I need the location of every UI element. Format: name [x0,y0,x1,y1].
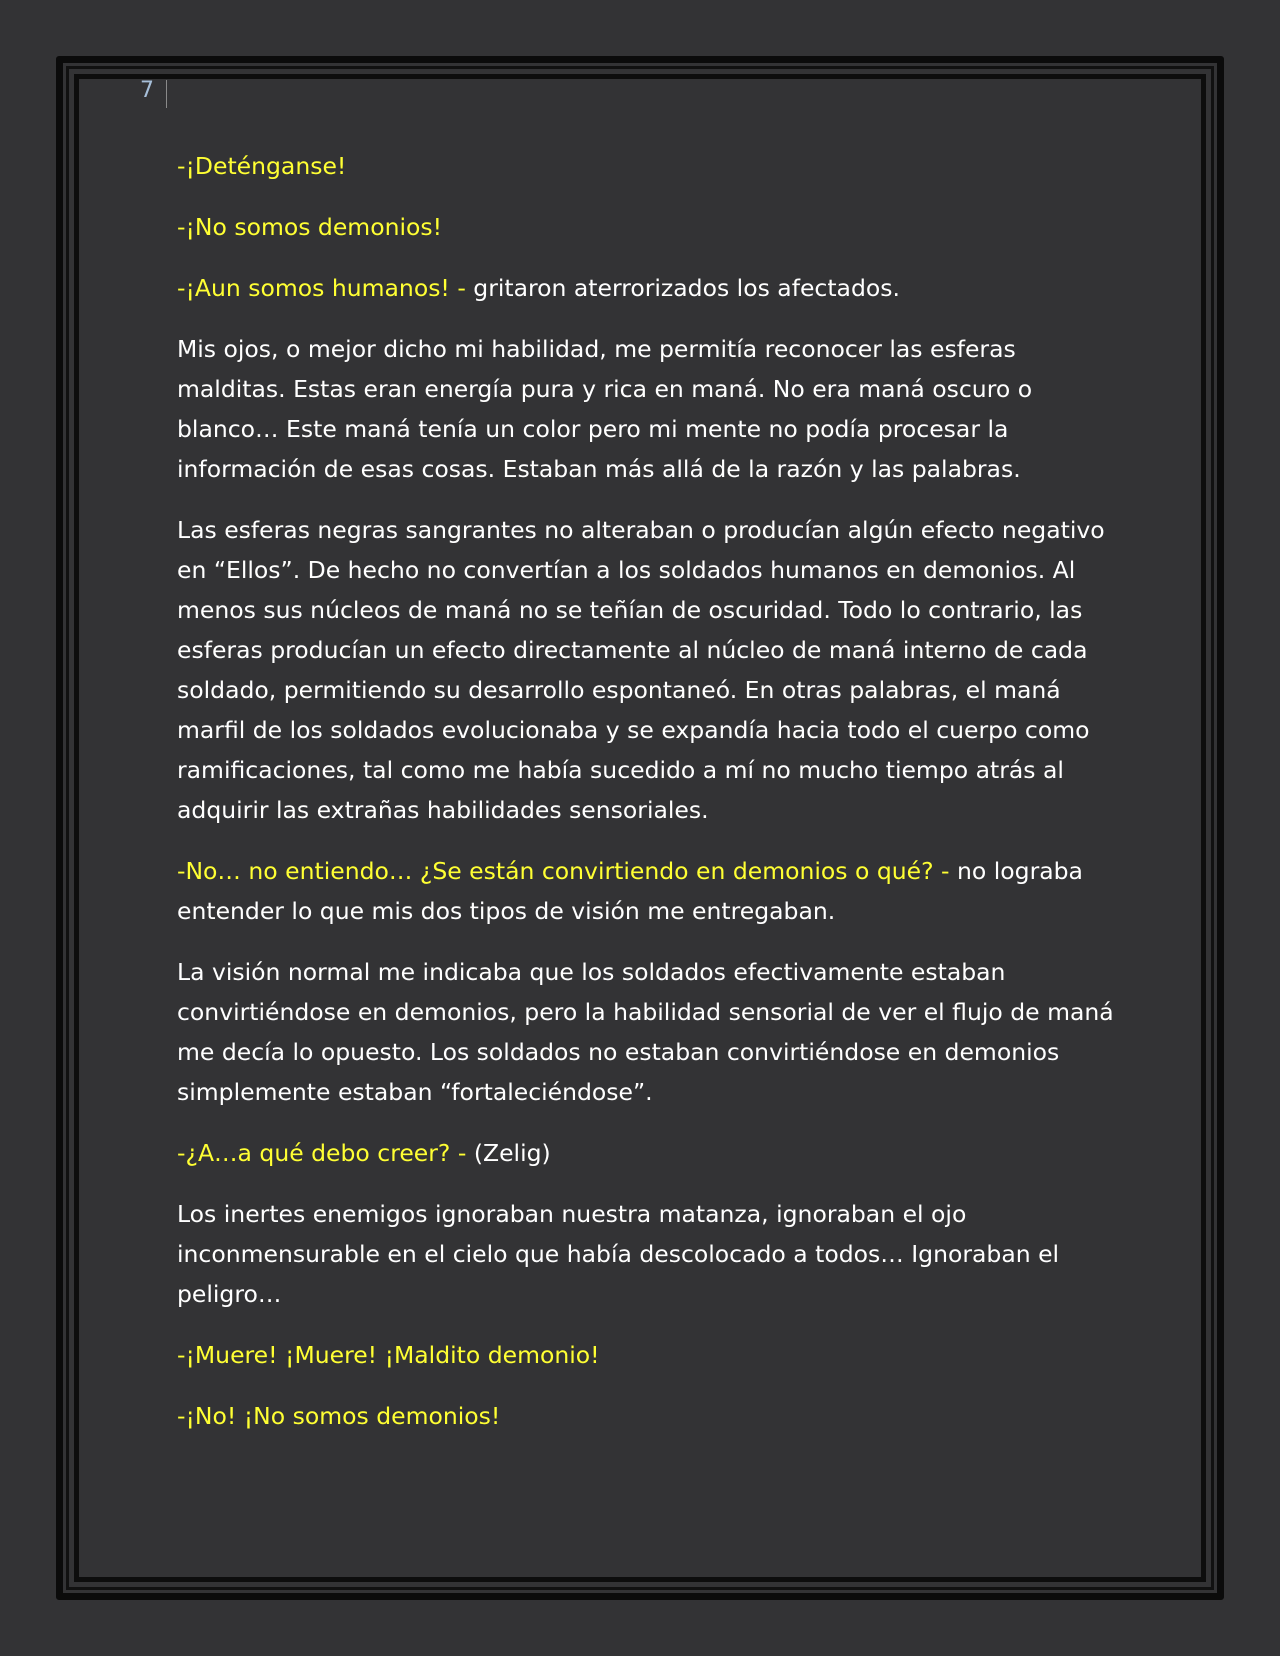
dialogue: -¡Muere! ¡Muere! ¡Maldito demonio! [177,1341,600,1369]
paragraph-11 [177,1396,1117,1436]
page-text [177,146,1117,1457]
paragraph-7 [177,952,1117,1112]
paragraph-5 [177,510,1117,830]
paragraph-1 [177,146,1117,186]
paragraph-3 [177,268,1117,308]
dialogue: -¡Aun somos humanos! - [177,274,466,302]
dialogue: -¿A…a qué debo creer? - [177,1139,467,1167]
narration: gritaron aterrorizados los afectados. [465,274,900,302]
paragraph-6 [177,851,1117,931]
paragraph-9 [177,1194,1117,1314]
dialogue: -¡No! ¡No somos demonios! [177,1402,501,1430]
dialogue: -No… no entiendo… ¿Se están convirtiendo en demonios o qué? - [177,857,950,885]
paragraph-10 [177,1335,1117,1375]
narration: La visión normal me indicaba que los soldados efectivamente estaban convirtiéndose en demonios, pero la habilidad sensorial de ver el flujo de maná me decía lo opuesto. Los soldados no estaban convirtiéndose en demonios simplemente estaban “fortaleciéndose”. [177,958,1114,1106]
text-cursor [166,80,167,108]
page-number: 7 [140,78,154,103]
narration: Mis ojos, o mejor dicho mi habilidad, me permitía reconocer las esferas malditas. Estas eran energía pura y rica en maná. No era maná oscuro o blanco… Este maná tenía un color pero mi mente no podía procesar la información de esas cosas. Estaban más allá de la razón y las palabras. [177,335,1033,483]
dialogue: -¡No somos demonios! [177,213,443,241]
narration: no lograba entender lo que mis dos tipos de visión me entregaban. [177,857,1083,925]
paragraph-8 [177,1133,1117,1173]
narration: Los inertes enemigos ignoraban nuestra matanza, ignoraban el ojo inconmensurable en el cielo que había descolocado a todos… Ignoraban el peligro… [177,1200,1060,1308]
paragraph-2 [177,207,1117,247]
paragraph-4 [177,329,1117,489]
narration: (Zelig) [466,1139,551,1167]
narration: Las esferas negras sangrantes no alteraban o producían algún efecto negativo en “Ellos”. De hecho no convertían a los soldados humanos en demonios. Al menos sus núcleos de maná no se teñían de oscuridad. Todo lo contrario, las esferas producían un efecto directamente al núcleo de maná interno de cada soldado, permitiendo su desarrollo espontaneó. En otras palabras, el maná marfil de los soldados evolucionaba y se expandía hacia todo el cuerpo como ramificaciones, tal como me había sucedido a mí no mucho tiempo atrás al adquirir las extrañas habilidades sensoriales. [177,516,1105,824]
dialogue: -¡Deténganse! [177,152,347,180]
